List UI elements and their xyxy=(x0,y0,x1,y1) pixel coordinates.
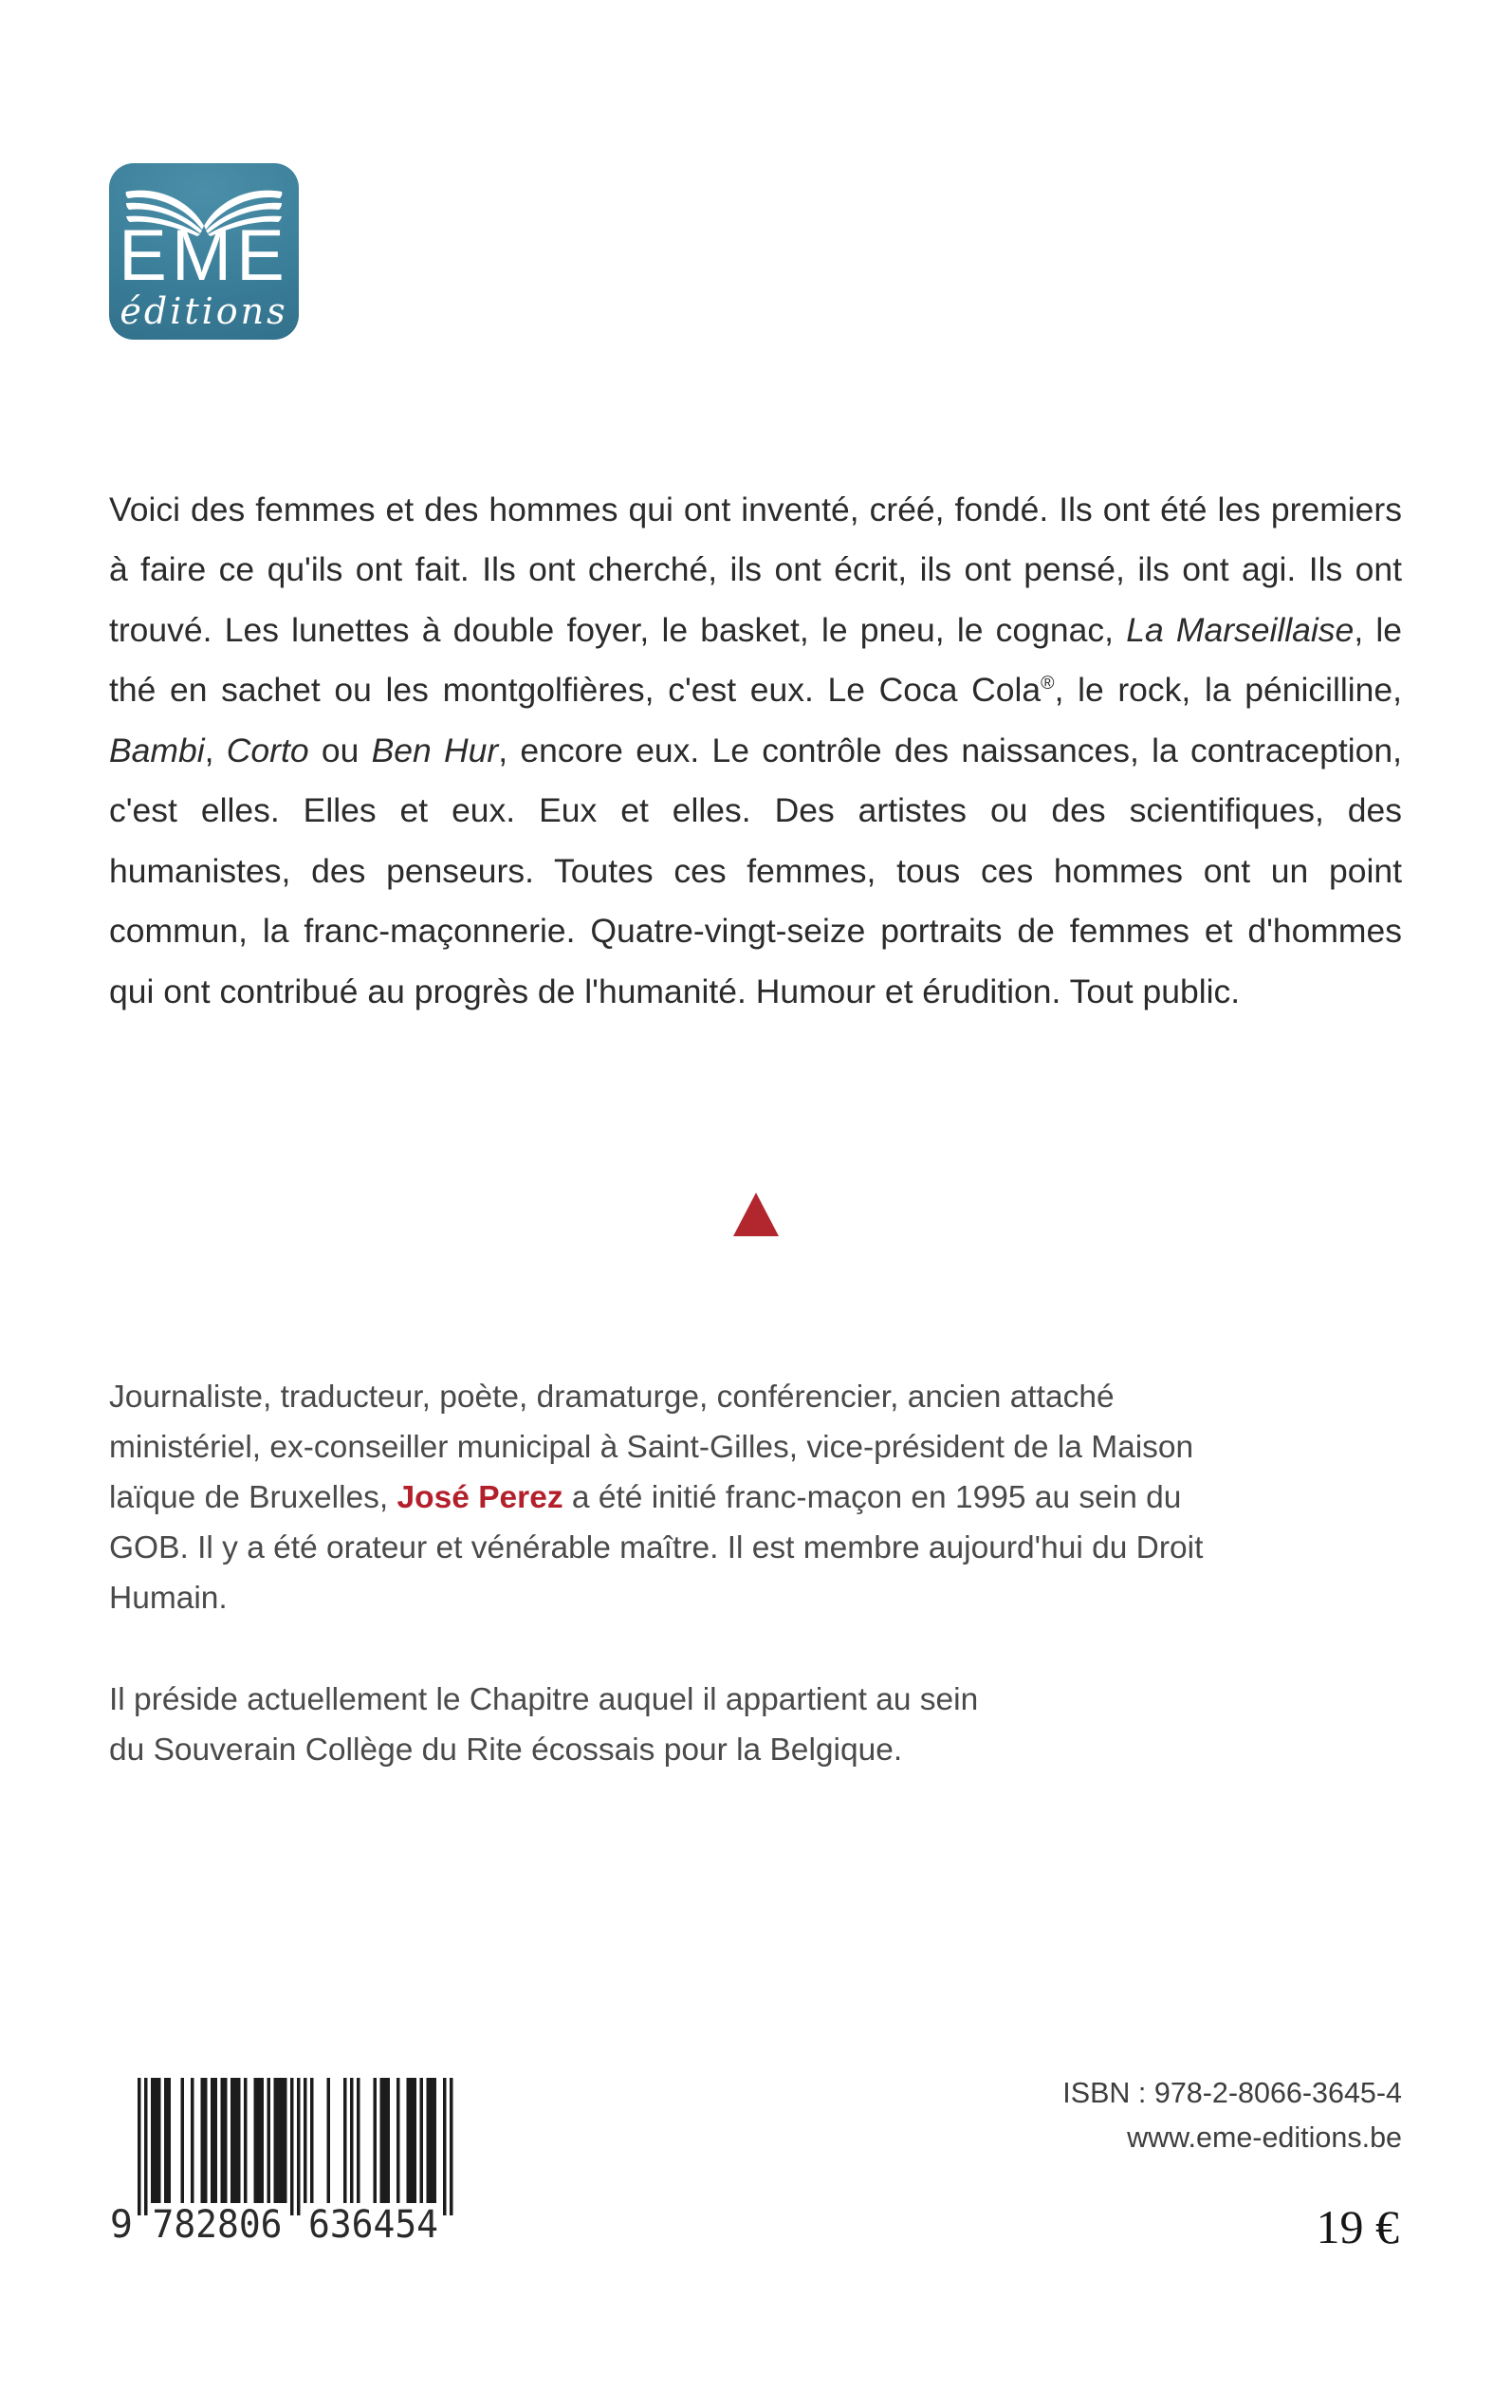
blurb-segment: , xyxy=(204,731,227,769)
blurb-segment: , le thé en sachet ou les montgolfières, c'est eux. Le Coca Cola xyxy=(109,610,1403,709)
bio-segment: du Souverain Collège du Rite écossais pour la Belgique. xyxy=(109,1732,903,1768)
isbn-text: ISBN : 978-2-8066-3645-4 xyxy=(1062,2077,1402,2109)
publisher-info xyxy=(1062,2071,1402,2160)
bio-segment: a été initié franc-maçon en 1995 au sein du GOB. Il y a été orateur et vénérable maître. Il est membre aujourd'hui du Droit Humain. xyxy=(109,1480,1204,1616)
blurb-segment: , encore eux. Le contrôle des naissances, la contraception, c'est elles. Elles et eux. Eux et elles. Des artistes ou des scientifiques, des humanistes, des penseurs. Toutes ces femmes, tous ces hommes ont un point commun, la franc-maçonnerie. Quatre-vingt-seize portraits de femmes et d'hommes qui ont contribué au progrès de l'humanité. Humour et érudition. Tout public. xyxy=(109,731,1403,1010)
work-title-italic: Ben Hur xyxy=(371,731,499,769)
publisher-name: EME xyxy=(119,215,289,296)
work-title-italic: Corto xyxy=(226,731,309,769)
svg-text:636454: 636454 xyxy=(308,2203,438,2247)
triangle-divider-icon xyxy=(733,1193,779,1236)
author-name: José Perez xyxy=(396,1480,563,1515)
publisher-logo xyxy=(109,163,299,340)
registered-trademark-symbol: ® xyxy=(1041,673,1055,695)
publisher-tagline: éditions xyxy=(120,290,288,332)
author-bio-paragraph-2 xyxy=(109,1675,1224,1775)
work-title-italic: Bambi xyxy=(109,731,205,769)
blurb-segment: Voici des femmes et des hommes qui ont inventé, créé, fondé. Ils ont été les premiers à faire ce qu'ils ont fait. Ils ont cherché, ils ont écrit, ils ont pensé, ils ont agi. Ils ont trouvé. Les lunettes à double foyer, le basket, le pneu, le cognac, xyxy=(109,490,1402,649)
author-bio-paragraph-1 xyxy=(109,1372,1224,1623)
book-blurb xyxy=(109,480,1402,1023)
svg-text:782806: 782806 xyxy=(152,2203,283,2247)
ean13-barcode xyxy=(109,2078,470,2253)
bio-segment: Journaliste, traducteur, poète, dramaturge, conférencier, ancien attaché ministériel, ex-conseiller municipal à Saint-Gilles, vice-président de la Maison laïque de Bruxelles, xyxy=(109,1380,1194,1515)
author-bio xyxy=(109,1372,1224,1775)
publisher-website: www.eme-editions.be xyxy=(1127,2121,1402,2154)
work-title-italic: La Marseillaise xyxy=(1126,610,1355,649)
svg-text:9: 9 xyxy=(109,2203,133,2247)
bio-segment: Il préside actuellement le Chapitre auquel il appartient au sein xyxy=(109,1682,979,1717)
blurb-segment: ou xyxy=(308,731,372,769)
blurb-segment: , le rock, la pénicilline, xyxy=(1054,671,1402,709)
price-label: 19 € xyxy=(1316,2200,1399,2253)
